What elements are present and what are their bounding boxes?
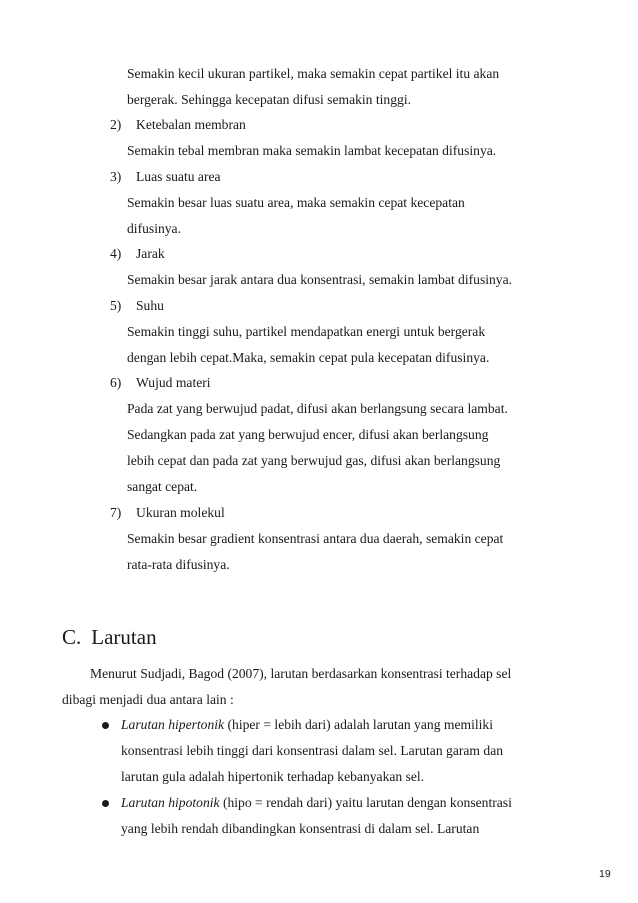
paragraph-line: Menurut Sudjadi, Bagod (2007), larutan berdasarkan konsentrasi terhadap sel	[90, 666, 512, 681]
list-item-text: Semakin tinggi suhu, partikel mendapatkan energi untuk bergerak	[127, 324, 486, 339]
list-item-title: Suhu	[136, 298, 164, 313]
list-number: 6)	[110, 375, 122, 390]
list-item-text: lebih cepat dan pada zat yang berwujud gas, difusi akan berlangsung	[127, 453, 501, 468]
section-number: C.	[62, 625, 82, 649]
page-number: 19	[599, 868, 611, 880]
list-item-title: Wujud materi	[136, 375, 211, 390]
bullet-item-line	[121, 717, 493, 733]
bullet-term: Larutan hipertonik	[121, 717, 225, 732]
list-item-text: Semakin besar luas suatu area, maka semakin cepat kecepatan	[127, 195, 465, 210]
section-heading	[62, 624, 157, 650]
list-item-text: sangat cepat.	[127, 479, 198, 494]
list-item-text: Sedangkan pada zat yang berwujud encer, difusi akan berlangsung	[127, 427, 489, 442]
bullet-item-text: larutan gula adalah hipertonik terhadap kebanyakan sel.	[121, 769, 425, 784]
list-item-text: rata-rata difusinya.	[127, 557, 230, 572]
list-number: 2)	[110, 117, 122, 132]
list-number: 3)	[110, 169, 122, 184]
intro-line: bergerak. Sehingga kecepatan difusi semakin tinggi.	[127, 92, 412, 107]
list-item-title: Ketebalan membran	[136, 117, 246, 132]
list-item-text: dengan lebih cepat.Maka, semakin cepat pula kecepatan difusinya.	[127, 350, 490, 365]
paragraph-line: dibagi menjadi dua antara lain :	[62, 692, 234, 707]
bullet-icon	[102, 722, 109, 729]
bullet-item-line	[121, 795, 512, 811]
bullet-item-text: konsentrasi lebih tinggi dari konsentrasi dalam sel. Larutan garam dan	[121, 743, 504, 758]
list-item-text: Pada zat yang berwujud padat, difusi akan berlangsung secara lambat.	[127, 401, 508, 416]
list-item-title: Ukuran molekul	[136, 505, 225, 520]
section-title: Larutan	[91, 625, 157, 649]
list-item-text: Semakin besar jarak antara dua konsentrasi, semakin lambat difusinya.	[127, 272, 513, 287]
list-item-text: Semakin besar gradient konsentrasi antara dua daerah, semakin cepat	[127, 531, 504, 546]
list-item-text: difusinya.	[127, 221, 181, 236]
list-number: 7)	[110, 505, 122, 520]
bullet-text: (hiper = lebih dari) adalah larutan yang memiliki	[224, 717, 493, 732]
list-number: 4)	[110, 246, 122, 261]
bullet-text: (hipo = rendah dari) yaitu larutan dengan konsentrasi	[219, 795, 512, 810]
list-item-text: Semakin tebal membran maka semakin lambat kecepatan difusinya.	[127, 143, 497, 158]
bullet-icon	[102, 800, 109, 807]
list-number: 5)	[110, 298, 122, 313]
bullet-term: Larutan hipotonik	[121, 795, 220, 810]
intro-line: Semakin kecil ukuran partikel, maka semakin cepat partikel itu akan	[127, 66, 500, 81]
list-item-title: Jarak	[136, 246, 165, 261]
bullet-item-text: yang lebih rendah dibandingkan konsentrasi di dalam sel. Larutan	[121, 821, 480, 836]
list-item-title: Luas suatu area	[136, 169, 221, 184]
